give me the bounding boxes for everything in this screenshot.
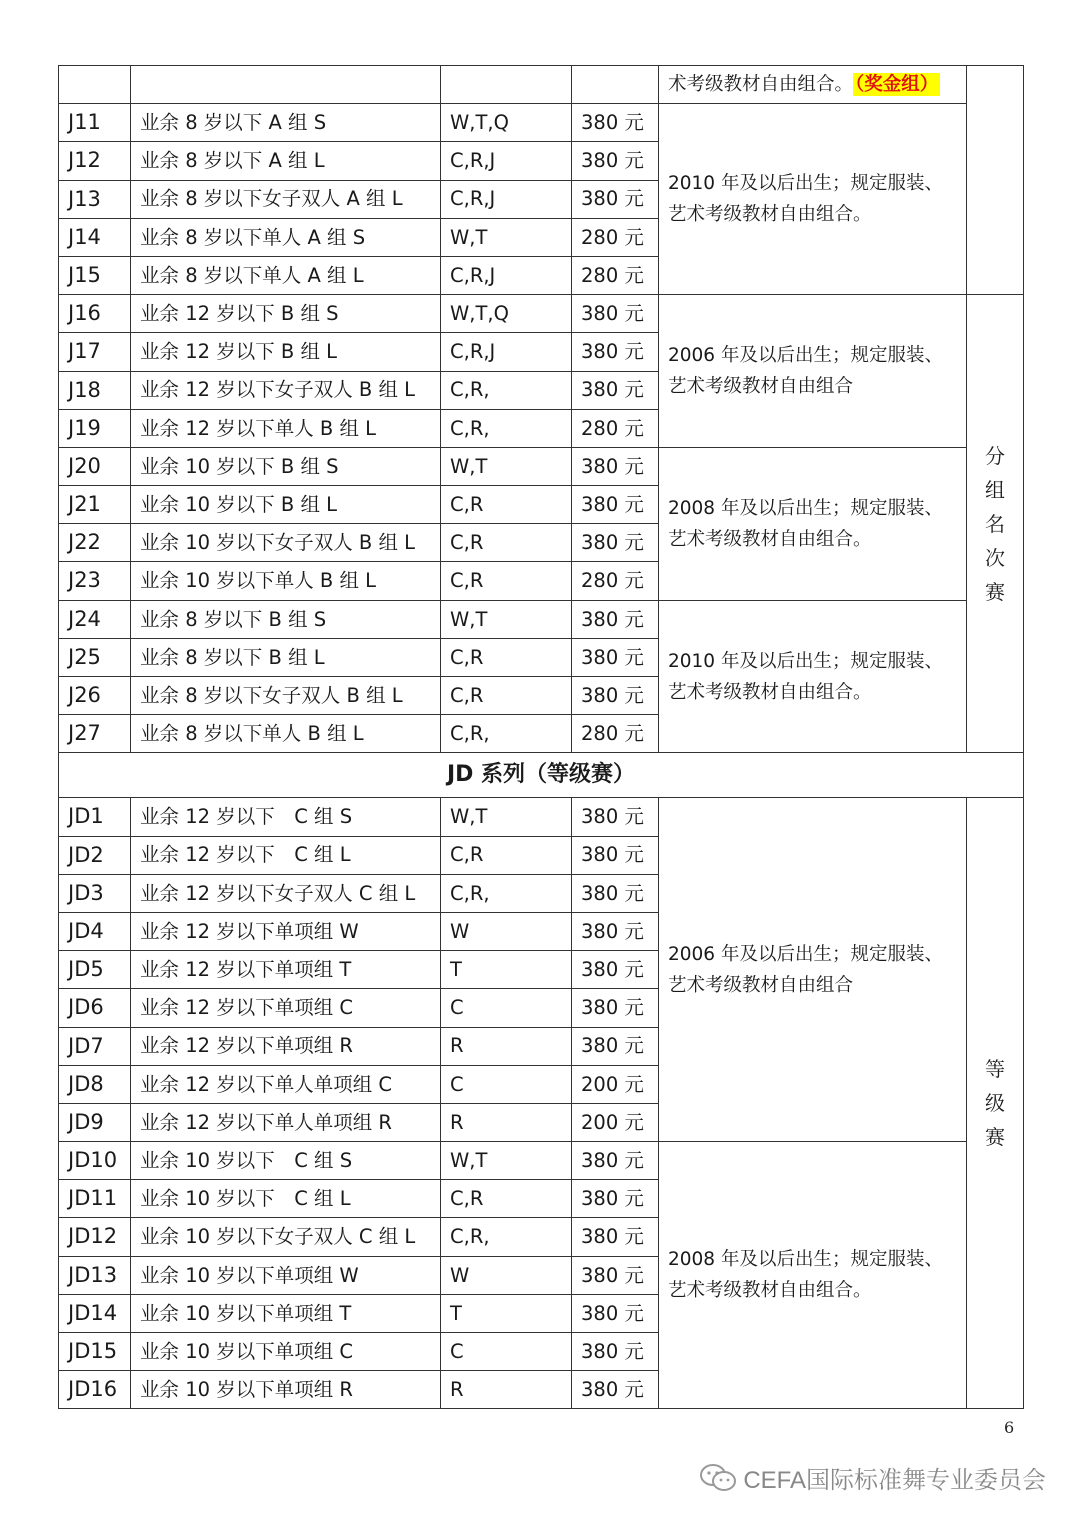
entry-fee: 280 元 xyxy=(572,409,659,447)
dance-list: C,R xyxy=(441,638,572,676)
entry-fee: 380 元 xyxy=(572,638,659,676)
event-code: JD7 xyxy=(59,1027,131,1065)
event-name: 业余 10 岁以下单项组 R xyxy=(131,1371,441,1409)
dance-list: W,T xyxy=(441,1142,572,1180)
event-code: J23 xyxy=(59,562,131,600)
table-row-top xyxy=(59,66,1024,104)
dance-list: C,R, xyxy=(441,715,572,753)
event-code: JD4 xyxy=(59,912,131,950)
group-note: 2010 年及以后出生；规定服装、艺术考级教材自由组合。 xyxy=(659,600,967,753)
event-name: 业余 10 岁以下 B 组 S xyxy=(131,447,441,485)
entry-fee: 380 元 xyxy=(572,912,659,950)
page-number: 6 xyxy=(1004,1418,1015,1437)
entry-fee: 380 元 xyxy=(572,989,659,1027)
event-code: J26 xyxy=(59,677,131,715)
entry-fee: 380 元 xyxy=(572,600,659,638)
dance-list: W xyxy=(441,1256,572,1294)
dance-list: C,R,J xyxy=(441,256,572,294)
entry-fee: 380 元 xyxy=(572,447,659,485)
event-name: 业余 12 岁以下单项组 C xyxy=(131,989,441,1027)
event-code: J11 xyxy=(59,104,131,142)
entry-fee: 380 元 xyxy=(572,836,659,874)
dance-list: T xyxy=(441,1294,572,1332)
dance-list: C xyxy=(441,1065,572,1103)
group-note: 2008 年及以后出生；规定服装、艺术考级教材自由组合。 xyxy=(659,447,967,600)
dance-list: W,T xyxy=(441,798,572,836)
dance-list: W,T,Q xyxy=(441,295,572,333)
entry-fee: 380 元 xyxy=(572,180,659,218)
section-header-row xyxy=(59,753,1024,798)
dance-list: C,R xyxy=(441,677,572,715)
dance-list: C,R xyxy=(441,486,572,524)
dance-list: T xyxy=(441,951,572,989)
dance-list: C,R, xyxy=(441,371,572,409)
event-name: 业余 12 岁以下女子双人 C 组 L xyxy=(131,874,441,912)
dance-list: C,R,J xyxy=(441,180,572,218)
event-name: 业余 10 岁以下 B 组 L xyxy=(131,486,441,524)
event-name: 业余 8 岁以下 A 组 S xyxy=(131,104,441,142)
type-label: 分组名次赛 xyxy=(985,443,1005,604)
entry-fee: 380 元 xyxy=(572,874,659,912)
event-code: JD15 xyxy=(59,1333,131,1371)
event-name: 业余 10 岁以下女子双人 C 组 L xyxy=(131,1218,441,1256)
event-code: JD16 xyxy=(59,1371,131,1409)
event-name: 业余 10 岁以下 C 组 S xyxy=(131,1142,441,1180)
event-code: JD13 xyxy=(59,1256,131,1294)
event-name: 业余 10 岁以下女子双人 B 组 L xyxy=(131,524,441,562)
dance-list: C,R xyxy=(441,836,572,874)
entry-fee: 380 元 xyxy=(572,371,659,409)
cell-empty xyxy=(59,66,131,104)
event-code: J17 xyxy=(59,333,131,371)
event-code: J15 xyxy=(59,256,131,294)
event-name: 业余 10 岁以下 C 组 L xyxy=(131,1180,441,1218)
dance-list: R xyxy=(441,1103,572,1141)
event-name: 业余 8 岁以下女子双人 B 组 L xyxy=(131,677,441,715)
entry-fee: 380 元 xyxy=(572,486,659,524)
entry-fee: 380 元 xyxy=(572,1333,659,1371)
dance-list: C,R,J xyxy=(441,333,572,371)
event-code: J21 xyxy=(59,486,131,524)
table-body xyxy=(59,66,1024,1409)
table-row xyxy=(59,600,1024,638)
entry-fee: 380 元 xyxy=(572,104,659,142)
note-cell-top xyxy=(659,66,967,104)
event-name: 业余 8 岁以下 A 组 L xyxy=(131,142,441,180)
entry-fee: 380 元 xyxy=(572,333,659,371)
footer-text: CEFA国际标准舞专业委员会 xyxy=(743,1467,1046,1494)
entry-fee: 280 元 xyxy=(572,562,659,600)
event-code: J14 xyxy=(59,218,131,256)
event-name: 业余 12 岁以下 B 组 L xyxy=(131,333,441,371)
event-name: 业余 8 岁以下 B 组 L xyxy=(131,638,441,676)
note-text: 术考级教材自由组合。 xyxy=(668,74,854,96)
event-code: JD12 xyxy=(59,1218,131,1256)
entry-fee: 380 元 xyxy=(572,1371,659,1409)
entry-fee: 380 元 xyxy=(572,951,659,989)
event-code: JD11 xyxy=(59,1180,131,1218)
entry-fee: 380 元 xyxy=(572,295,659,333)
entry-fee: 200 元 xyxy=(572,1103,659,1141)
entry-fee: 380 元 xyxy=(572,1294,659,1332)
event-name: 业余 12 岁以下 B 组 S xyxy=(131,295,441,333)
event-code: JD5 xyxy=(59,951,131,989)
entry-fee: 380 元 xyxy=(572,1180,659,1218)
entry-fee: 280 元 xyxy=(572,256,659,294)
event-code: JD10 xyxy=(59,1142,131,1180)
entry-fee: 380 元 xyxy=(572,1027,659,1065)
event-code: JD3 xyxy=(59,874,131,912)
group-note: 2006 年及以后出生；规定服装、艺术考级教材自由组合 xyxy=(659,798,967,1142)
type-label: 等级赛 xyxy=(985,1057,1005,1150)
entry-fee: 380 元 xyxy=(572,1256,659,1294)
competition-table xyxy=(58,65,1024,1409)
event-code: J19 xyxy=(59,409,131,447)
event-name: 业余 10 岁以下单人 B 组 L xyxy=(131,562,441,600)
event-name: 业余 8 岁以下 B 组 S xyxy=(131,600,441,638)
event-name: 业余 12 岁以下单项组 W xyxy=(131,912,441,950)
event-code: J13 xyxy=(59,180,131,218)
event-code: J22 xyxy=(59,524,131,562)
event-name: 业余 12 岁以下单人单项组 R xyxy=(131,1103,441,1141)
event-name: 业余 8 岁以下女子双人 A 组 L xyxy=(131,180,441,218)
event-name: 业余 8 岁以下单人 B 组 L xyxy=(131,715,441,753)
table-row xyxy=(59,1142,1024,1180)
entry-fee: 380 元 xyxy=(572,524,659,562)
entry-fee: 380 元 xyxy=(572,142,659,180)
group-note: 2006 年及以后出生；规定服装、艺术考级教材自由组合 xyxy=(659,295,967,448)
section-header: JD 系列（等级赛） xyxy=(59,753,1024,798)
type-cell-grade xyxy=(967,798,1024,1409)
table-row xyxy=(59,295,1024,333)
entry-fee: 280 元 xyxy=(572,218,659,256)
group-note: 2008 年及以后出生；规定服装、艺术考级教材自由组合。 xyxy=(659,1142,967,1409)
cell-empty xyxy=(441,66,572,104)
entry-fee: 380 元 xyxy=(572,677,659,715)
event-name: 业余 12 岁以下女子双人 B 组 L xyxy=(131,371,441,409)
cell-empty xyxy=(572,66,659,104)
dance-list: W,T xyxy=(441,447,572,485)
event-name: 业余 10 岁以下单项组 C xyxy=(131,1333,441,1371)
entry-fee: 380 元 xyxy=(572,1142,659,1180)
event-code: J20 xyxy=(59,447,131,485)
table-row xyxy=(59,798,1024,836)
dance-list: W xyxy=(441,912,572,950)
entry-fee: 200 元 xyxy=(572,1065,659,1103)
dance-list: C,R xyxy=(441,562,572,600)
event-code: J24 xyxy=(59,600,131,638)
event-name: 业余 12 岁以下 C 组 L xyxy=(131,836,441,874)
event-code: J25 xyxy=(59,638,131,676)
event-name: 业余 12 岁以下 C 组 S xyxy=(131,798,441,836)
dance-list: C,R, xyxy=(441,409,572,447)
event-name: 业余 12 岁以下单人 B 组 L xyxy=(131,409,441,447)
event-code: J12 xyxy=(59,142,131,180)
dance-list: C,R, xyxy=(441,1218,572,1256)
type-cell-ranking xyxy=(967,295,1024,753)
event-code: J16 xyxy=(59,295,131,333)
event-code: JD9 xyxy=(59,1103,131,1141)
cell-empty xyxy=(967,66,1024,295)
dance-list: C xyxy=(441,1333,572,1371)
event-name: 业余 12 岁以下单项组 R xyxy=(131,1027,441,1065)
dance-list: W,T xyxy=(441,218,572,256)
event-code: JD2 xyxy=(59,836,131,874)
footer-watermark xyxy=(699,1460,1046,1495)
entry-fee: 280 元 xyxy=(572,715,659,753)
prize-group-badge: （奖金组） xyxy=(855,74,939,96)
event-code: J27 xyxy=(59,715,131,753)
dance-list: C,R, xyxy=(441,874,572,912)
entry-fee: 380 元 xyxy=(572,798,659,836)
dance-list: W,T xyxy=(441,600,572,638)
event-name: 业余 12 岁以下单人单项组 C xyxy=(131,1065,441,1103)
event-name: 业余 10 岁以下单项组 W xyxy=(131,1256,441,1294)
event-code: J18 xyxy=(59,371,131,409)
dance-list: R xyxy=(441,1371,572,1409)
dance-list: C,R xyxy=(441,1180,572,1218)
dance-list: C,R,J xyxy=(441,142,572,180)
event-name: 业余 8 岁以下单人 A 组 S xyxy=(131,218,441,256)
dance-list: W,T,Q xyxy=(441,104,572,142)
wechat-icon xyxy=(699,1463,737,1493)
event-name: 业余 12 岁以下单项组 T xyxy=(131,951,441,989)
dance-list: C,R xyxy=(441,524,572,562)
event-code: JD14 xyxy=(59,1294,131,1332)
event-code: JD8 xyxy=(59,1065,131,1103)
table-row xyxy=(59,447,1024,485)
dance-list: R xyxy=(441,1027,572,1065)
event-name: 业余 8 岁以下单人 A 组 L xyxy=(131,256,441,294)
event-code: JD6 xyxy=(59,989,131,1027)
event-code: JD1 xyxy=(59,798,131,836)
entry-fee: 380 元 xyxy=(572,1218,659,1256)
dance-list: C xyxy=(441,989,572,1027)
event-name: 业余 10 岁以下单项组 T xyxy=(131,1294,441,1332)
cell-empty xyxy=(131,66,441,104)
group-note: 2010 年及以后出生；规定服装、艺术考级教材自由组合。 xyxy=(659,104,967,295)
table-row xyxy=(59,104,1024,142)
